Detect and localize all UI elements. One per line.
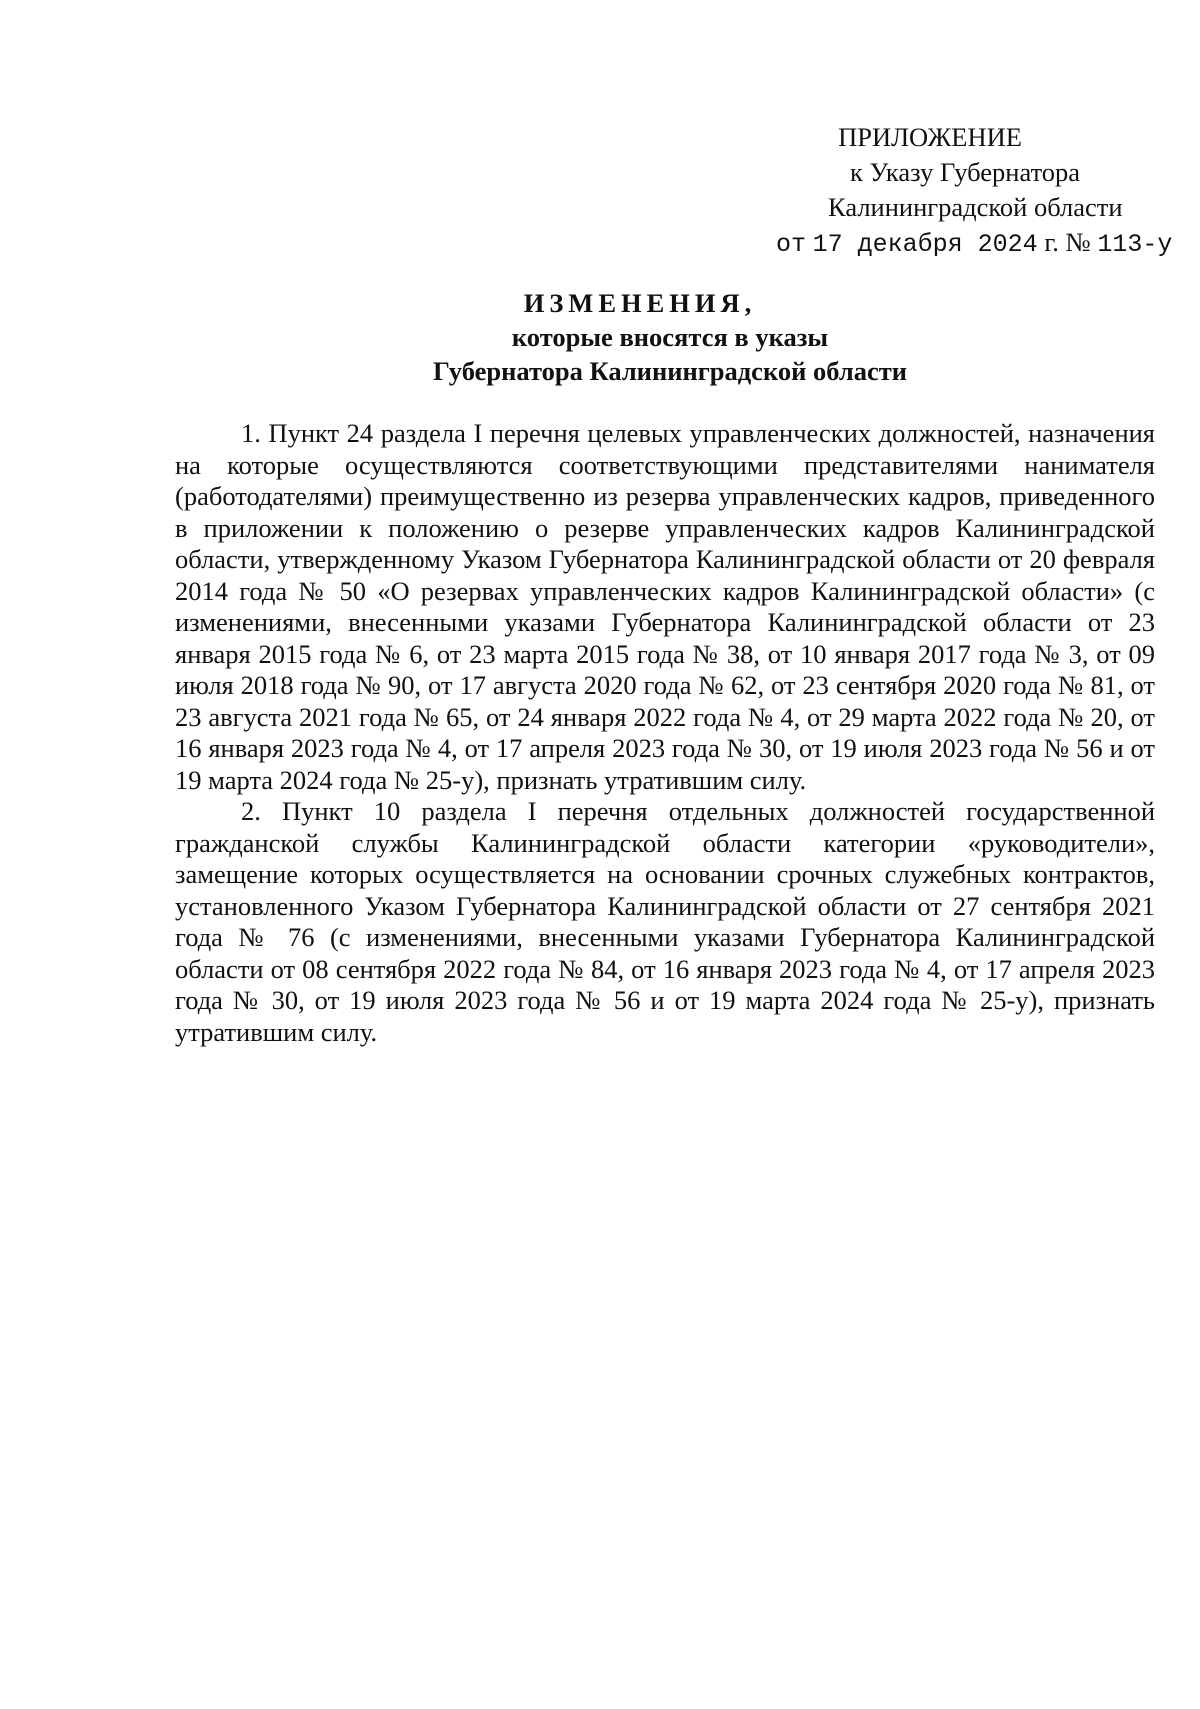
paragraph-2: 2. Пункт 10 раздела I перечня отдельных должностей государственной гражданской службы Калининградской области категории «руководители», замещение которых осуществляется на основании срочных служебных контрактов, установленного Указом Губернатора Калининградской области от 27 сентября 2021 года № 76 (с изменениями, внесенными указами Губернатора Калининградской области от 08 сентября 2022 года № 84, от 16 января 2023 года № 4, от 17 апреля 2023 года № 30, от 19 июля 2023 года № 56 и от 19 марта 2024 года № 25-у), признать утратившим силу.: [175, 796, 1155, 1047]
ref-prefix: от: [776, 230, 807, 259]
appendix-region-line: Калининградской области: [828, 192, 1123, 222]
ref-year-suffix: г. №: [1044, 227, 1091, 257]
document-heading: [160, 286, 1180, 388]
appendix-decree-line: к Указу Губернатора: [850, 157, 1081, 187]
ref-date: 17 декабря 2024: [812, 230, 1038, 259]
heading-title: ИЗМЕНЕНИЯ,: [523, 288, 757, 318]
heading-subtitle-2: Губернатора Калининградской области: [432, 356, 908, 386]
paragraph-1: 1. Пункт 24 раздела I перечня целевых управленческих должностей, назначения на которые осуществляются соответствующими представителями нанимателя (работодателями) преимущественно из резерва управленческих кадров, приведенного в приложении к положению о резерве управленческих кадров Калининградской области, утвержденному Указом Губернатора Калининградской области от 20 февраля 2014 года № 50 «О резервах управленческих кадров Калининградской области» (с изменениями, внесенными указами Губернатора Калининградской области от 23 января 2015 года № 6, от 23 марта 2015 года № 38, от 10 января 2017 года № 3, от 09 июля 2018 года № 90, от 17 августа 2020 года № 62, от 23 сентября 2020 года № 81, от 23 августа 2021 года № 65, от 24 января 2022 года № 4, от 29 марта 2022 года № 20, от 16 января 2023 года № 4, от 17 апреля 2023 года № 30, от 19 июля 2023 года № 56 и от 19 марта 2024 года № 25-у), признать утратившим силу.: [175, 418, 1155, 795]
ref-number: 113-у: [1097, 230, 1173, 259]
appendix-reference-line: [720, 225, 1190, 262]
appendix-title: ПРИЛОЖЕНИЕ: [838, 122, 1022, 152]
document-body: [175, 418, 1155, 1048]
heading-subtitle: которые вносятся в указы: [511, 322, 829, 352]
appendix-header: [720, 120, 1190, 262]
